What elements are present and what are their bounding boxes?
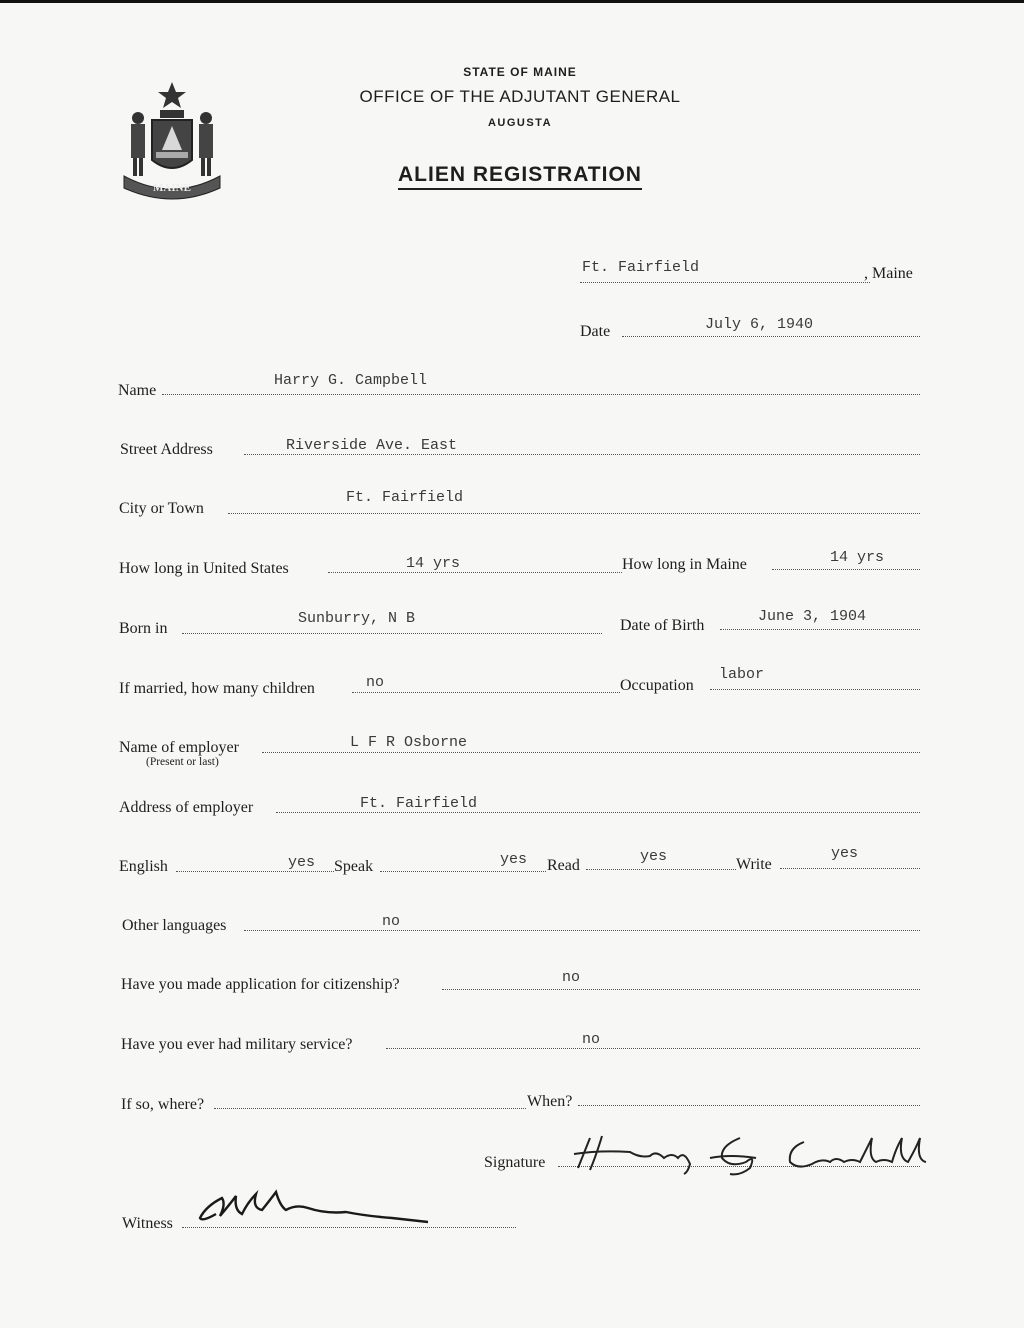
office-heading: OFFICE OF THE ADJUTANT GENERAL: [359, 87, 681, 106]
where-line: [214, 1108, 526, 1109]
where-label: If so, where?: [121, 1096, 205, 1113]
read-line: [586, 869, 736, 870]
city-label: City or Town: [119, 500, 204, 517]
signature-label: Signature: [484, 1154, 546, 1171]
name-label: Name: [118, 382, 157, 399]
speak-label: Speak: [334, 858, 374, 875]
dob-label: Date of Birth: [620, 617, 705, 634]
write-value: yes: [831, 845, 859, 862]
place-value: Ft. Fairfield: [582, 259, 700, 276]
place-line: [580, 282, 870, 283]
employer-sublabel: (Present or last): [146, 756, 219, 768]
occupation-line: [710, 689, 920, 690]
street-address-label: Street Address: [120, 441, 213, 458]
other-languages-line: [244, 930, 920, 931]
applicant-signature: [560, 1128, 930, 1176]
maine-duration-label: How long in Maine: [622, 556, 747, 573]
name-line: [162, 394, 920, 395]
employer-value: L F R Osborne: [350, 734, 468, 751]
speak-value: yes: [500, 851, 528, 868]
dob-line: [720, 629, 920, 630]
employer-address-label: Address of employer: [119, 799, 254, 816]
children-value: no: [366, 674, 385, 691]
read-value: yes: [640, 848, 668, 865]
write-line: [780, 868, 920, 869]
page-top-edge: [0, 0, 1024, 3]
when-label: When?: [527, 1093, 573, 1110]
other-languages-value: no: [382, 913, 401, 930]
military-line: [386, 1048, 920, 1049]
employer-address-value: Ft. Fairfield: [360, 795, 478, 812]
date-line: [622, 336, 920, 337]
state-heading: STATE OF MAINE: [463, 65, 577, 79]
military-value: no: [582, 1031, 601, 1048]
date-value: July 6, 1940: [705, 316, 814, 333]
born-label: Born in: [119, 620, 168, 637]
svg-text:MAINE: MAINE: [153, 182, 191, 194]
name-value: Harry G. Campbell: [274, 372, 428, 389]
english-value: yes: [288, 854, 316, 871]
witness-signature: [196, 1184, 436, 1230]
employer-label: Name of employer: [119, 739, 239, 756]
city-heading: AUGUSTA: [487, 117, 553, 129]
us-duration-value: 14 yrs: [406, 555, 461, 572]
witness-label: Witness: [122, 1215, 173, 1232]
date-label: Date: [580, 323, 611, 340]
other-languages-label: Other languages: [122, 917, 227, 934]
write-label: Write: [736, 856, 772, 873]
speak-line: [380, 871, 546, 872]
city-value: Ft. Fairfield: [346, 489, 464, 506]
english-line: [176, 871, 334, 872]
us-duration-label: How long in United States: [119, 560, 289, 577]
employer-line: [262, 752, 920, 753]
us-duration-line: [328, 572, 622, 573]
form-title: ALIEN REGISTRATION: [0, 163, 1024, 187]
english-label: English: [119, 858, 168, 875]
maine-duration-line: [772, 569, 920, 570]
children-label: If married, how many children: [119, 680, 315, 697]
citizenship-line: [442, 989, 920, 990]
street-address-value: Riverside Ave. East: [286, 437, 458, 454]
citizenship-value: no: [562, 969, 581, 986]
city-line: [228, 513, 920, 514]
employer-address-line: [276, 812, 920, 813]
citizenship-label: Have you made application for citizenship?: [121, 976, 400, 993]
occupation-label: Occupation: [620, 677, 694, 694]
military-label: Have you ever had military service?: [121, 1036, 353, 1053]
occupation-value: labor: [719, 666, 765, 683]
when-line: [578, 1105, 920, 1106]
street-address-line: [244, 454, 920, 455]
born-value: Sunburry, N B: [298, 610, 416, 627]
place-suffix: , Maine: [864, 265, 913, 282]
born-line: [182, 633, 602, 634]
read-label: Read: [547, 857, 580, 874]
maine-duration-value: 14 yrs: [830, 549, 885, 566]
children-line: [352, 692, 620, 693]
dob-value: June 3, 1904: [758, 608, 867, 625]
